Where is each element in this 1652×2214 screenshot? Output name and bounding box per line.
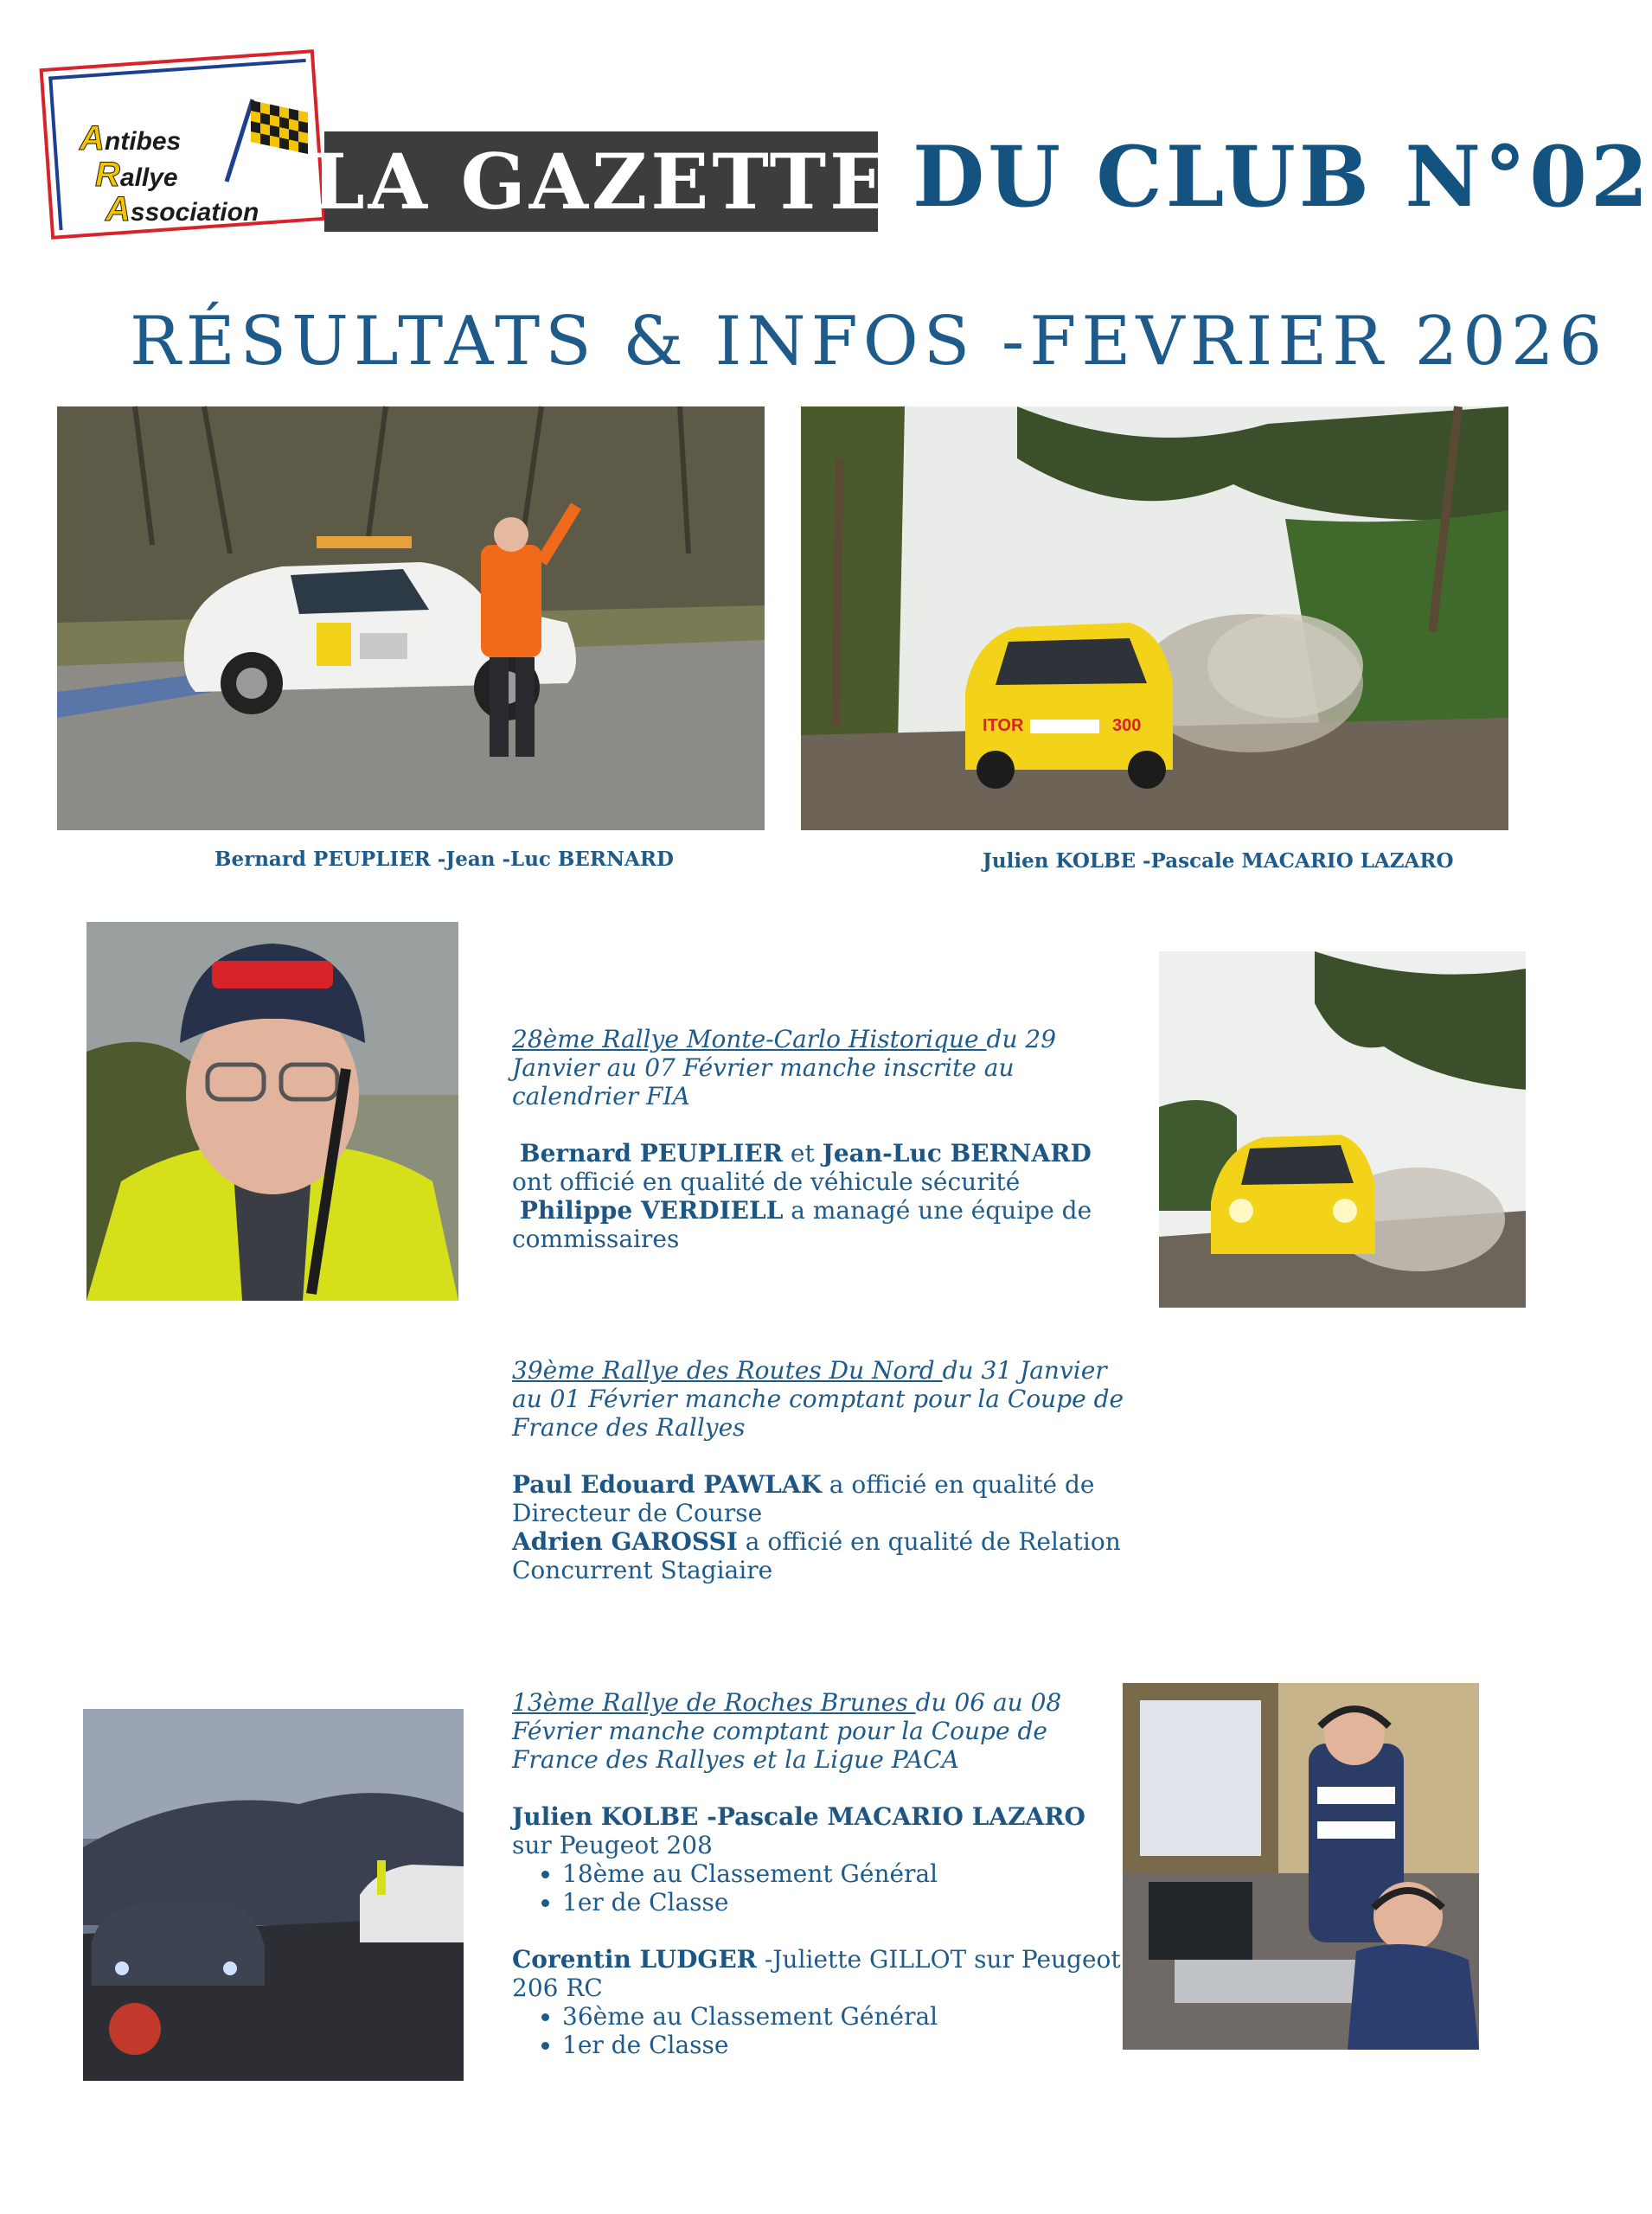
event-intro <box>512 1025 1135 1110</box>
gazette-banner <box>311 131 892 232</box>
crew-car: sur Peugeot 208 <box>512 1831 713 1859</box>
crew-bold: Corentin LUDGER <box>512 1945 757 1974</box>
crew-results <box>512 1859 1135 1916</box>
event-block-monte-carlo <box>512 1025 1135 1253</box>
event-participants <box>512 1139 1135 1196</box>
crew-name <box>512 1945 1135 2002</box>
page-title: RÉSULTATS & INFOS -FEVRIER 2026 <box>130 303 1608 381</box>
photo-race-control <box>1123 1683 1479 2050</box>
result-item: • 1er de Classe <box>562 1888 1135 1916</box>
photo-dusk-safety-cars <box>83 1709 464 2081</box>
result-item: • 18ème au Classement Général <box>562 1859 1135 1888</box>
participant-text: a officié en qualité de Directeur de Course <box>512 1470 1095 1527</box>
participant-text: et <box>782 1139 823 1168</box>
club-logo <box>45 59 330 249</box>
club-issue-title: DU CLUB N°02 <box>912 128 1652 226</box>
event-intro <box>512 1688 1135 1774</box>
official-name: Adrien GAROSSI <box>512 1527 738 1556</box>
official-name: Paul Edouard PAWLAK <box>512 1470 822 1499</box>
event-block-roches-brunes <box>512 1688 1135 2059</box>
logo-word-antibes: Antibes <box>80 119 182 157</box>
event-details: du 06 au 08 Février manche comptant pour la Coupe de France des Rallyes et la Ligue PACA <box>512 1688 1062 1774</box>
official-name: Philippe VERDIELL <box>519 1196 784 1225</box>
photo-caption-left: Bernard PEUPLIER -Jean -Luc BERNARD <box>215 848 674 871</box>
crew-bold: Julien KOLBE -Pascale MACARIO LAZARO <box>512 1802 1085 1831</box>
photo-caption-right: Julien KOLBE -Pascale MACARIO LAZARO <box>983 849 1454 873</box>
event-participants <box>512 1196 1135 1253</box>
event-name: 13ème Rallye de Roches Brunes <box>512 1688 916 1717</box>
photo-portrait-official <box>86 922 458 1301</box>
logo-word-rallye: Rallye <box>95 156 178 194</box>
official-name: Bernard PEUPLIER <box>519 1139 783 1168</box>
gazette-title: LA GAZETTE <box>311 137 892 227</box>
participant-text: a officié en qualité de Relation Concurrent Stagiaire <box>512 1527 1121 1584</box>
event-participants <box>512 1470 1135 1527</box>
event-name: 39ème Rallye des Routes Du Nord <box>512 1356 943 1385</box>
participant-text: a managé une équipe de commissaires <box>512 1196 1092 1253</box>
result-item: • 36ème au Classement Général <box>562 2002 1135 2031</box>
crew-results <box>512 2002 1135 2059</box>
svg-text:ITOR: ITOR <box>983 716 1024 735</box>
event-block-routes-du-nord <box>512 1356 1135 1584</box>
result-item: • 1er de Classe <box>562 2031 1135 2059</box>
checkered-flag-icon <box>218 95 313 190</box>
photo-rally-car-splash <box>801 406 1508 830</box>
participant-text: ont officié en qualité de véhicule sécurité <box>512 1168 1021 1196</box>
event-details: du 31 Janvier au 01 Février manche comptant pour la Coupe de France des Rallyes <box>512 1356 1124 1442</box>
event-name: 28ème Rallye Monte-Carlo Historique <box>512 1025 987 1053</box>
svg-text:300: 300 <box>1112 716 1142 735</box>
crew-name <box>512 1802 1135 1831</box>
official-name: Jean-Luc BERNARD <box>822 1139 1092 1168</box>
crew-car: -Juliette GILLOT sur Peugeot 206 RC <box>512 1945 1121 2002</box>
photo-rally-car-front <box>1159 951 1526 1308</box>
logo-word-association: Association <box>106 190 259 228</box>
event-participants <box>512 1527 1135 1584</box>
event-intro <box>512 1356 1135 1442</box>
photo-safety-car <box>57 406 765 830</box>
event-details: du 29 Janvier au 07 Février manche inscrite au calendrier FIA <box>512 1025 1057 1110</box>
